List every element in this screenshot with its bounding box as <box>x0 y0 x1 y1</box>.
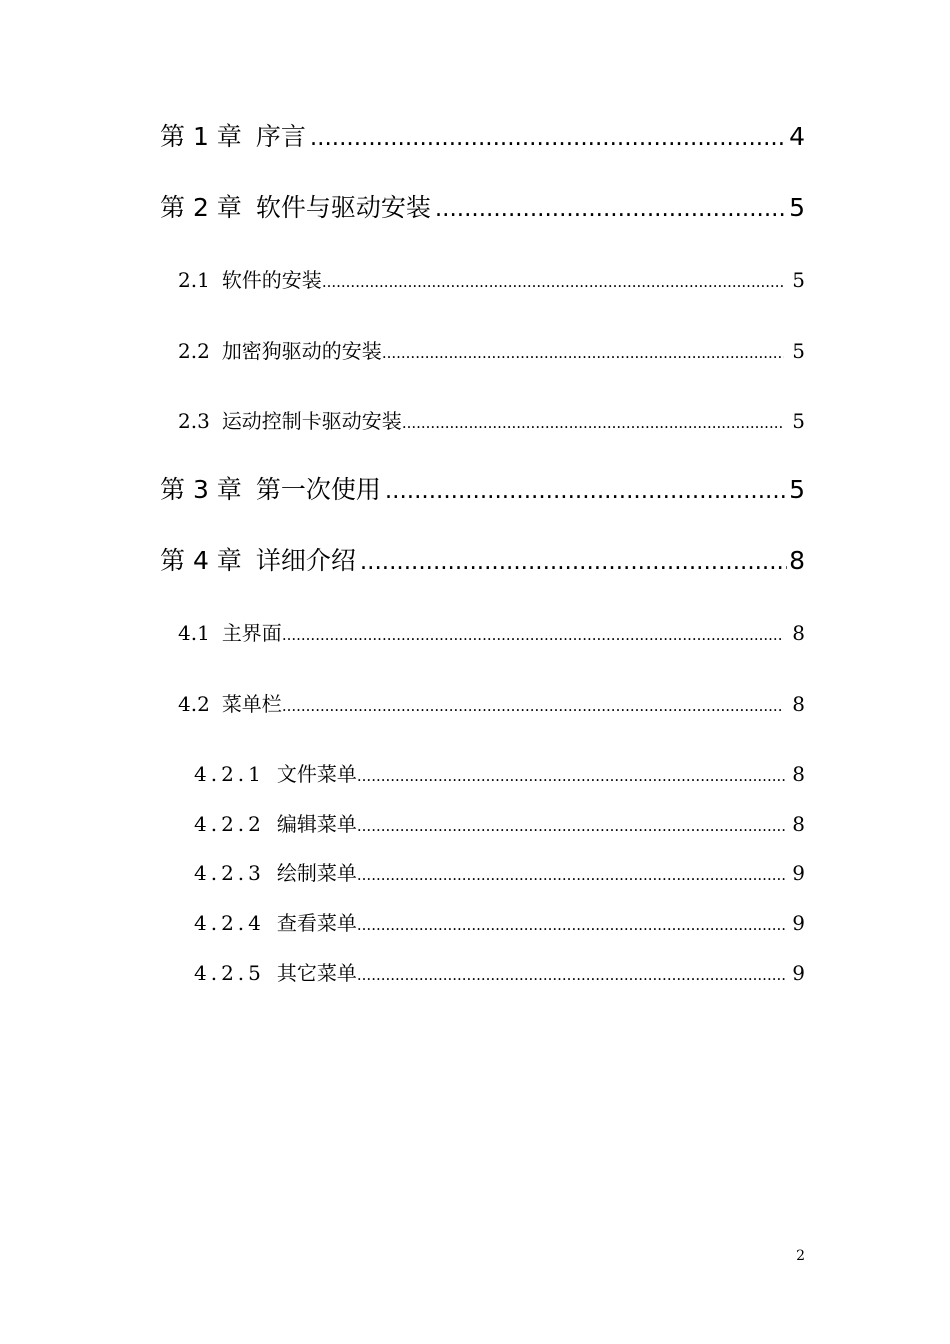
dot-leader <box>282 626 784 644</box>
dot-leader <box>357 767 786 785</box>
dot-leader <box>357 966 786 984</box>
toc-entry-4-2-1[interactable] <box>194 758 805 787</box>
toc-entry-title: 加密狗驱动的安装 <box>221 339 382 363</box>
toc-entry-number: 4.2.3 <box>194 861 265 885</box>
toc-entry-title: 序言 <box>255 122 306 151</box>
toc-entry-number: 4.2.4 <box>194 911 265 935</box>
toc-entry-chapter-3[interactable] <box>160 470 805 506</box>
toc-entry-2-2[interactable] <box>178 335 805 364</box>
toc-entry-number: 2.1 <box>178 268 210 292</box>
toc-entry-page: 8 <box>792 762 805 786</box>
dot-leader <box>435 196 787 222</box>
toc-entry-page: 5 <box>792 409 805 433</box>
toc-entry-4-2-4[interactable] <box>194 907 805 936</box>
toc-entry-number: 4.1 <box>178 621 210 645</box>
toc-entry-page: 5 <box>789 193 805 222</box>
dot-leader <box>282 697 784 715</box>
dot-leader <box>357 817 786 835</box>
toc-entry-title: 主界面 <box>221 621 282 645</box>
toc-entry-title: 绘制菜单 <box>276 861 357 885</box>
toc-entry-chapter-2[interactable] <box>160 188 805 224</box>
toc-entry-4-2-2[interactable] <box>194 808 805 837</box>
dot-leader <box>357 916 786 934</box>
dot-leader <box>310 125 787 151</box>
toc-entry-page: 9 <box>792 861 805 885</box>
toc-entry-number: 第 2 章 <box>160 193 242 222</box>
dot-leader <box>322 273 784 291</box>
dot-leader <box>385 478 787 504</box>
toc-entry-title: 软件的安装 <box>221 268 322 292</box>
toc-entry-page: 9 <box>792 961 805 985</box>
toc-entry-number: 4.2.1 <box>194 762 265 786</box>
toc-entry-number: 第 1 章 <box>160 122 242 151</box>
toc-entry-4-2[interactable] <box>178 688 805 717</box>
dot-leader <box>402 414 784 432</box>
toc-entry-page: 4 <box>789 122 805 151</box>
toc-entry-4-1[interactable] <box>178 617 805 646</box>
toc-entry-page: 8 <box>792 692 805 716</box>
toc-entry-title: 查看菜单 <box>276 911 357 935</box>
toc-entry-page: 8 <box>792 621 805 645</box>
toc-entry-number: 4.2.2 <box>194 812 265 836</box>
toc-entry-number: 4.2.5 <box>194 961 265 985</box>
toc-entry-number: 2.3 <box>178 409 210 433</box>
toc-entry-title: 文件菜单 <box>276 762 357 786</box>
toc-entry-page: 9 <box>792 911 805 935</box>
toc-entry-number: 2.2 <box>178 339 210 363</box>
toc-entry-number: 第 3 章 <box>160 475 242 504</box>
toc-entry-page: 8 <box>789 546 805 575</box>
dot-leader <box>382 344 784 362</box>
toc-entry-number: 4.2 <box>178 692 210 716</box>
toc-entry-title: 菜单栏 <box>221 692 282 716</box>
toc-entry-2-1[interactable] <box>178 264 805 293</box>
toc-entry-page: 8 <box>792 812 805 836</box>
toc-entry-title: 编辑菜单 <box>276 812 357 836</box>
toc-entry-title: 第一次使用 <box>255 475 381 504</box>
toc-entry-title: 其它菜单 <box>276 961 357 985</box>
dot-leader <box>360 549 787 575</box>
toc-entry-number: 第 4 章 <box>160 546 242 575</box>
dot-leader <box>357 866 786 884</box>
toc-entry-page: 5 <box>789 475 805 504</box>
toc-entry-chapter-4[interactable] <box>160 541 805 577</box>
toc-entry-chapter-1[interactable] <box>160 117 805 153</box>
toc-entry-title: 运动控制卡驱动安装 <box>221 409 402 433</box>
toc-entry-title: 详细介绍 <box>255 546 356 575</box>
toc-entry-title: 软件与驱动安装 <box>255 193 431 222</box>
toc-entry-2-3[interactable] <box>178 405 805 434</box>
toc-entry-4-2-3[interactable] <box>194 857 805 886</box>
toc-entry-page: 5 <box>792 268 805 292</box>
page-number: 2 <box>796 1248 805 1264</box>
toc-entry-page: 5 <box>792 339 805 363</box>
toc-entry-4-2-5[interactable] <box>194 957 805 986</box>
